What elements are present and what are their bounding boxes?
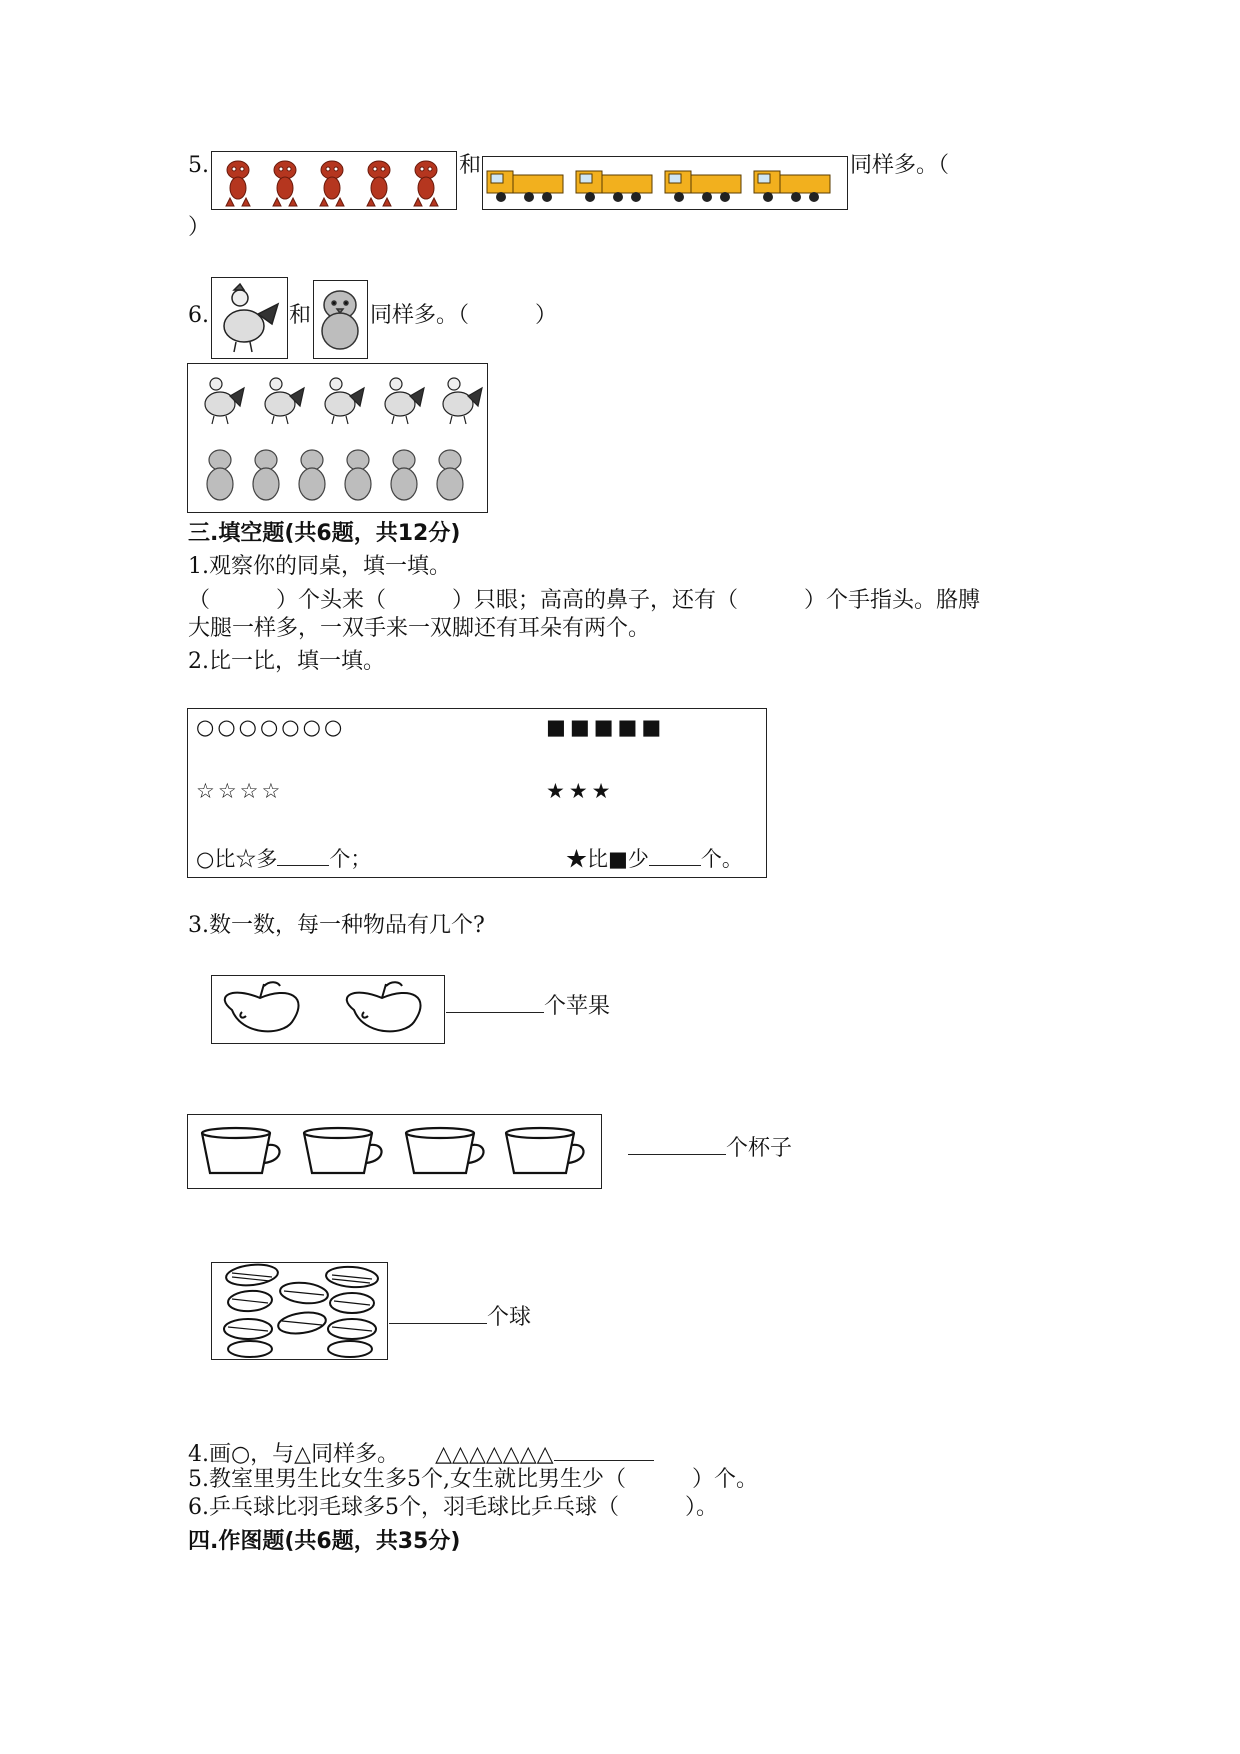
cups-answer — [628, 1132, 792, 1163]
chick-picture — [313, 280, 368, 359]
apples-answer — [446, 990, 610, 1021]
q6-connector: 和 — [289, 303, 312, 328]
white-stars-row: ☆☆☆☆ — [196, 779, 284, 803]
roosters-chicks-picture — [187, 363, 488, 513]
fill4-draw-blank[interactable] — [554, 1438, 654, 1461]
q5-line — [188, 152, 209, 180]
circles-row: ○○○○○○○ — [196, 715, 346, 739]
fill4-line — [188, 1438, 654, 1469]
left-prompt — [196, 843, 371, 873]
left-prompt-b: 个； — [329, 847, 372, 871]
apples-label: 个苹果 — [544, 994, 611, 1019]
left-answer-blank[interactable] — [277, 843, 329, 866]
fill1-line1: 1.观察你的同桌，填一填。 — [188, 554, 451, 579]
q5-connector: 和 — [459, 153, 482, 178]
compare-box — [187, 708, 767, 878]
rooster-picture — [211, 277, 288, 359]
right-prompt — [566, 843, 743, 873]
fill2-line1: 2.比一比，填一填。 — [188, 649, 385, 674]
balls-picture — [211, 1262, 388, 1360]
black-stars-row: ★★★ — [546, 779, 615, 803]
fill6-line: 6.乒乓球比羽毛球多5个，羽毛球比乒乓球（ ）。 — [188, 1495, 718, 1520]
cups-blank[interactable] — [628, 1132, 726, 1155]
right-prompt-b: 个。 — [700, 847, 743, 871]
fill1-line3: 大腿一样多，一双手来一双脚还有耳朵有两个。 — [188, 616, 651, 641]
section3-title: 三.填空题(共6题，共12分) — [188, 521, 461, 546]
balls-blank[interactable] — [389, 1301, 487, 1324]
balls-answer — [389, 1301, 531, 1332]
trucks-picture — [482, 156, 848, 210]
balls-label: 个球 — [487, 1305, 532, 1330]
q6-number: 6. — [188, 303, 209, 328]
fill4-triangles: △△△△△△△ — [435, 1442, 554, 1467]
squares-row: ■■■■■ — [546, 715, 666, 739]
right-prompt-a: ★比■少 — [566, 847, 649, 871]
fill4-text: 4.画○，与△同样多。 — [188, 1442, 400, 1467]
apples-picture — [211, 975, 445, 1044]
left-prompt-a: ○比☆多 — [196, 847, 278, 871]
section4-title: 四.作图题(共6题，共35分) — [188, 1529, 461, 1554]
cups-picture — [187, 1114, 602, 1189]
monkeys-picture — [211, 151, 457, 210]
fill5-line: 5.教室里男生比女生多5个,女生就比男生少（ ）个。 — [188, 1467, 758, 1492]
q5-tail: 同样多。（ — [850, 153, 950, 178]
q6-tail: 同样多。（ ） — [370, 303, 558, 328]
fill1-line2: （ ）个头来（ ）只眼；高高的鼻子，还有（ ）个手指头。胳膊 — [188, 588, 981, 613]
apples-blank[interactable] — [446, 990, 544, 1013]
right-answer-blank[interactable] — [649, 843, 701, 866]
q5-close: ） — [188, 215, 211, 240]
fill3-line1: 3.数一数，每一种物品有几个? — [188, 913, 485, 938]
cups-label: 个杯子 — [726, 1136, 793, 1161]
q5-number: 5. — [188, 153, 209, 178]
